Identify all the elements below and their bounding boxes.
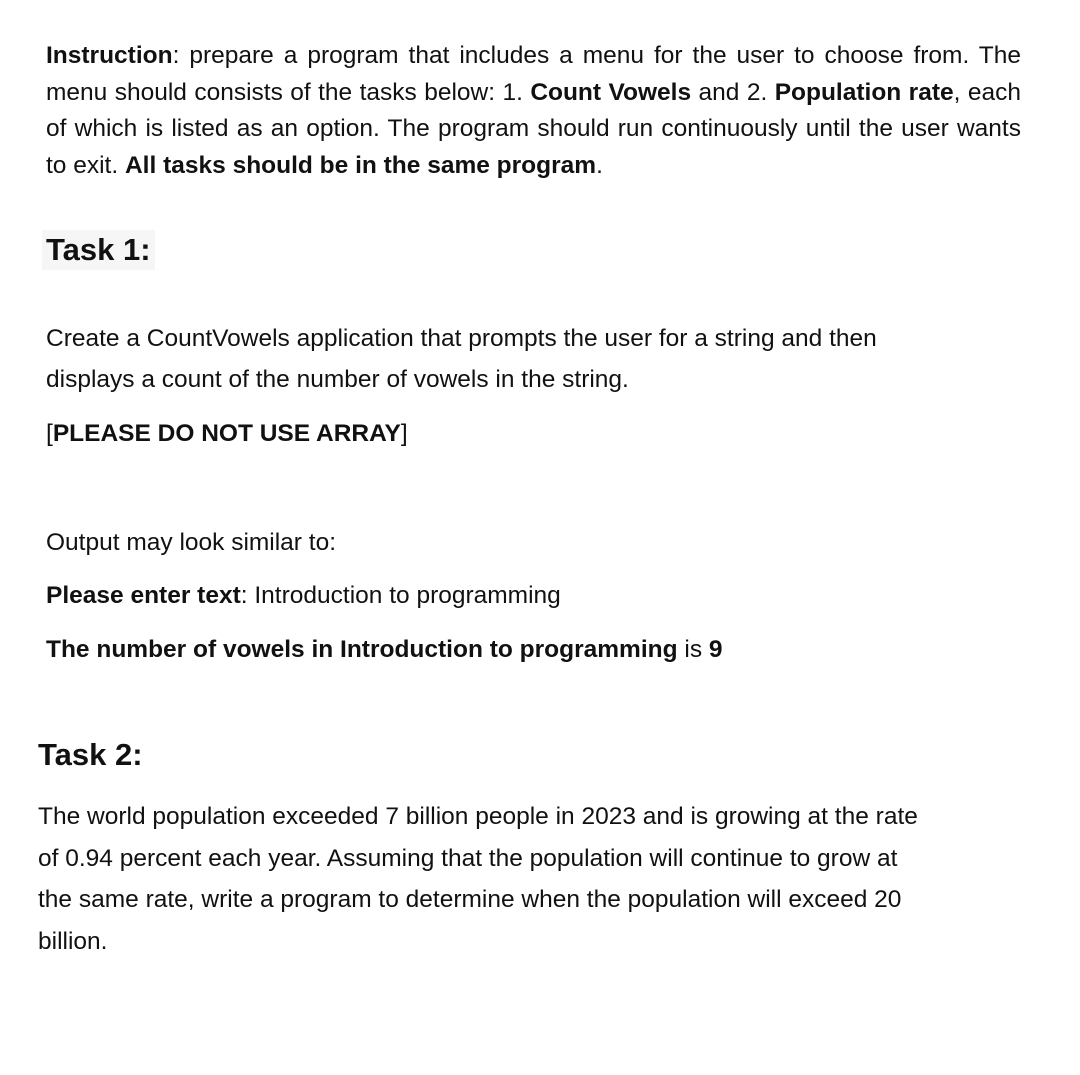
instruction-text-1: prepare a program that includes a menu for the user to choose from. The menu should consists of the tasks below: 1. [46, 42, 1021, 106]
sample-result-line [46, 630, 723, 670]
task2-line-4: billion. [38, 927, 108, 955]
result-value: 9 [708, 636, 723, 663]
no-array-note [46, 414, 408, 454]
result-is: is [677, 636, 709, 663]
note-close-bracket: ] [400, 420, 408, 447]
task1-line-1: Create a CountVowels application that prompts the user for a string and then [46, 325, 877, 352]
note-text: PLEASE DO NOT USE ARRAY [52, 420, 401, 447]
instruction-text-2: and 2. [691, 78, 775, 106]
task1-heading: Task 1: [42, 230, 155, 270]
task1-description [46, 318, 1006, 400]
result-label: The number of vowels in Introduction to programming [46, 636, 678, 663]
task2-line-1: The world population exceeded 7 billion people in 2023 and is growing at the rate [38, 803, 918, 830]
prompt-value: Introduction to programming [254, 582, 561, 609]
task2-line-3: the same rate, write a program to determine when the population will exceed 20 [38, 886, 902, 913]
instruction-emphasis: All tasks should be in the same program [124, 151, 597, 179]
task2-heading: Task 2: [38, 737, 143, 772]
instruction-text-3: , each of which is listed as an option. The program should run continuously until the user wants to exit. [46, 78, 1021, 179]
instruction-label: Instruction [46, 42, 173, 69]
output-label: Output may look similar to: [46, 529, 337, 556]
prompt-label: Please enter text [46, 582, 241, 609]
task1-line-2: displays a count of the number of vowels in the string. [46, 366, 629, 393]
instruction-sep: : [172, 42, 190, 69]
prompt-sep: : [240, 582, 255, 609]
instruction-end: . [596, 151, 603, 179]
instruction-paragraph [46, 38, 1021, 184]
task2-line-2: of 0.94 percent each year. Assuming that the population will continue to grow at [38, 844, 898, 872]
option-count-vowels: Count Vowels [530, 78, 692, 106]
sample-prompt-line [46, 576, 561, 616]
option-population-rate: Population rate [774, 78, 954, 106]
note-open-bracket: [ [46, 420, 53, 447]
task2-description [38, 796, 1023, 962]
